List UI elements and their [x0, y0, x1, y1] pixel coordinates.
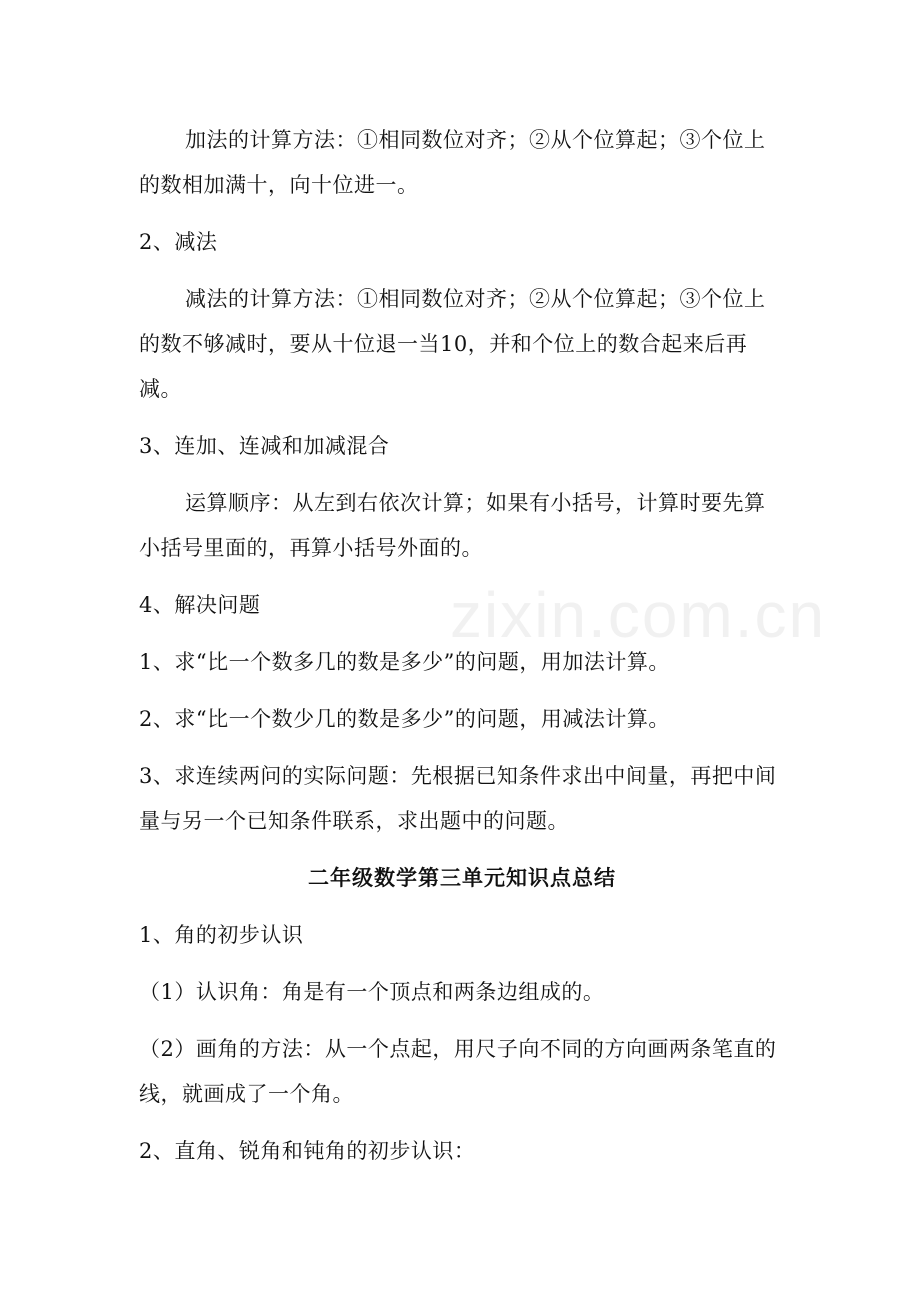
problem-solving-heading: 4、解决问题: [139, 593, 261, 617]
angle-item-2: （2）画角的方法：从一个点起，用尺子向不同的方向画两条笔直的线，就画成了一个角。: [139, 1037, 777, 1106]
problem-item-2: 2、求“比一个数少几的数是多少”的问题，用减法计算。: [139, 707, 670, 731]
mixed-operations-heading: 3、连加、连减和加减混合: [139, 434, 390, 458]
subtraction-heading: 2、减法: [139, 230, 218, 254]
addition-method-paragraph: 加法的计算方法：①相同数位对齐；②从个位算起；③个位上的数相加满十，向十位进一。: [139, 128, 766, 197]
subtraction-method-paragraph: 减法的计算方法：①相同数位对齐；②从个位算起；③个位上的数不够减时，要从十位退一当10，并和个位上的数合起来后再减。: [139, 287, 766, 401]
problem-item-3: 3、求连续两问的实际问题：先根据已知条件求出中间量，再把中间量与另一个已知条件联系，求出题中的问题。: [139, 764, 777, 833]
section-title: 二年级数学第三单元知识点总结: [308, 866, 616, 890]
document-body: [139, 118, 785, 1174]
angle-heading: 1、角的初步认识: [139, 923, 304, 947]
problem-item-1: 1、求“比一个数多几的数是多少”的问题，用加法计算。: [139, 650, 670, 674]
watermark: zixin.com.cn: [450, 579, 827, 651]
angle-item-1: （1）认识角：角是有一个顶点和两条边组成的。: [139, 980, 605, 1004]
angle-types-heading: 2、直角、锐角和钝角的初步认识：: [139, 1139, 476, 1163]
operation-order-paragraph: 运算顺序：从左到右依次计算；如果有小括号，计算时要先算小括号里面的，再算小括号外面的。: [139, 491, 766, 560]
